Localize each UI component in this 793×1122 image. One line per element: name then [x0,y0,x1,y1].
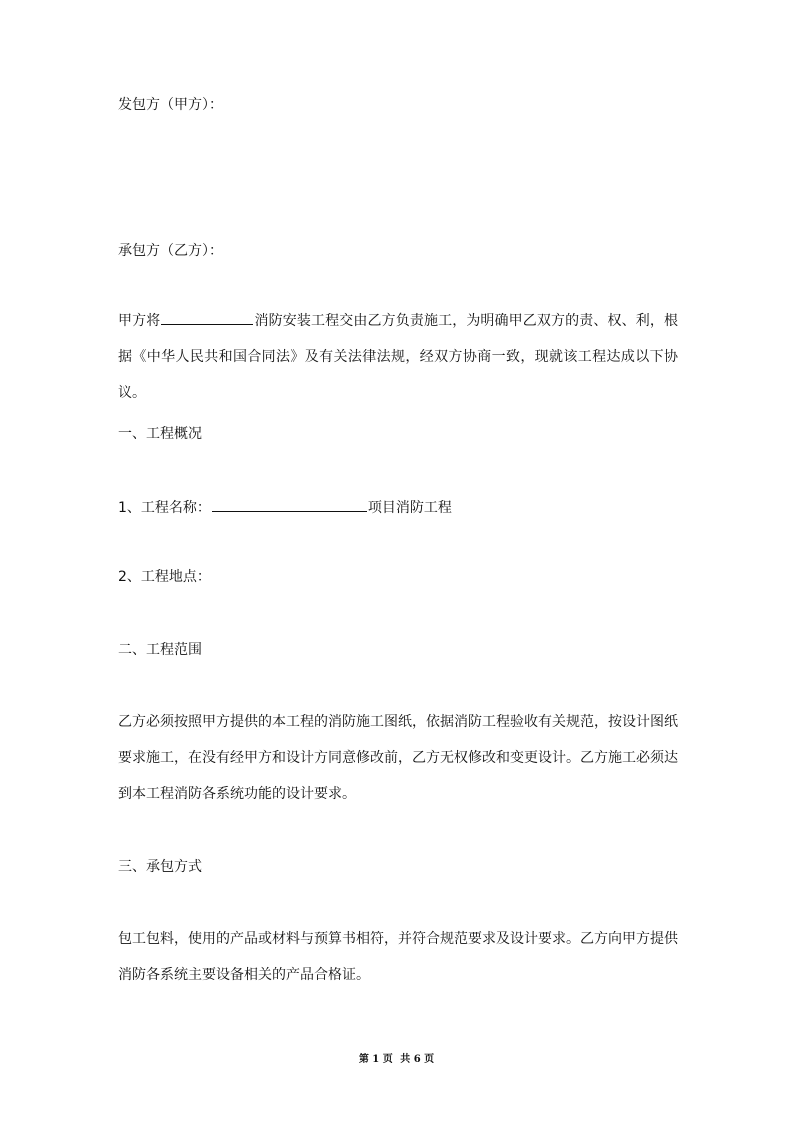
project-name-label: 1、工程名称： [118,500,211,516]
project-name-field-blank [212,495,367,512]
project-location-label: 2、工程地点： [118,569,211,585]
page-total: 共 6 页 [400,1054,435,1065]
section3-heading: 三、承包方式 [118,859,202,875]
party-a-label: 发包方（甲方）： [118,97,223,113]
page-footer [0,1053,793,1067]
project-name-blank [161,308,253,325]
section2-heading: 二、工程范围 [118,642,202,658]
project-name-line [118,495,452,518]
section3-paragraph: 包工包料，使用的产品或材料与预算书相符，并符合规范要求及设计要求。乙方向甲方提供消防各系统主要设备相关的产品合格证。 [118,931,678,983]
intro-text-start: 甲方将 [118,313,161,329]
section1-heading: 一、工程概况 [118,426,202,442]
section2-paragraph: 乙方必须按照甲方提供的本工程的消防施工图纸，依据消防工程验收有关规范，按设计图纸要求施工，在没有经甲方和设计方同意修改前，乙方无权修改和变更设计。乙方施工必须达到本工程消防各系统功能的设计要求。 [118,714,678,802]
intro-paragraph [118,303,678,411]
intro-text-rest: 消防安装工程交由乙方负责施工，为明确甲乙双方的责、权、利，根据《中华人民共和国合同法》及有关法律法规，经双方协商一致，现就该工程达成以下协议。 [118,313,679,401]
party-b-label: 承包方（乙方）： [118,243,223,259]
page-number: 第 1 页 [358,1054,393,1065]
project-name-suffix: 项目消防工程 [367,500,452,516]
